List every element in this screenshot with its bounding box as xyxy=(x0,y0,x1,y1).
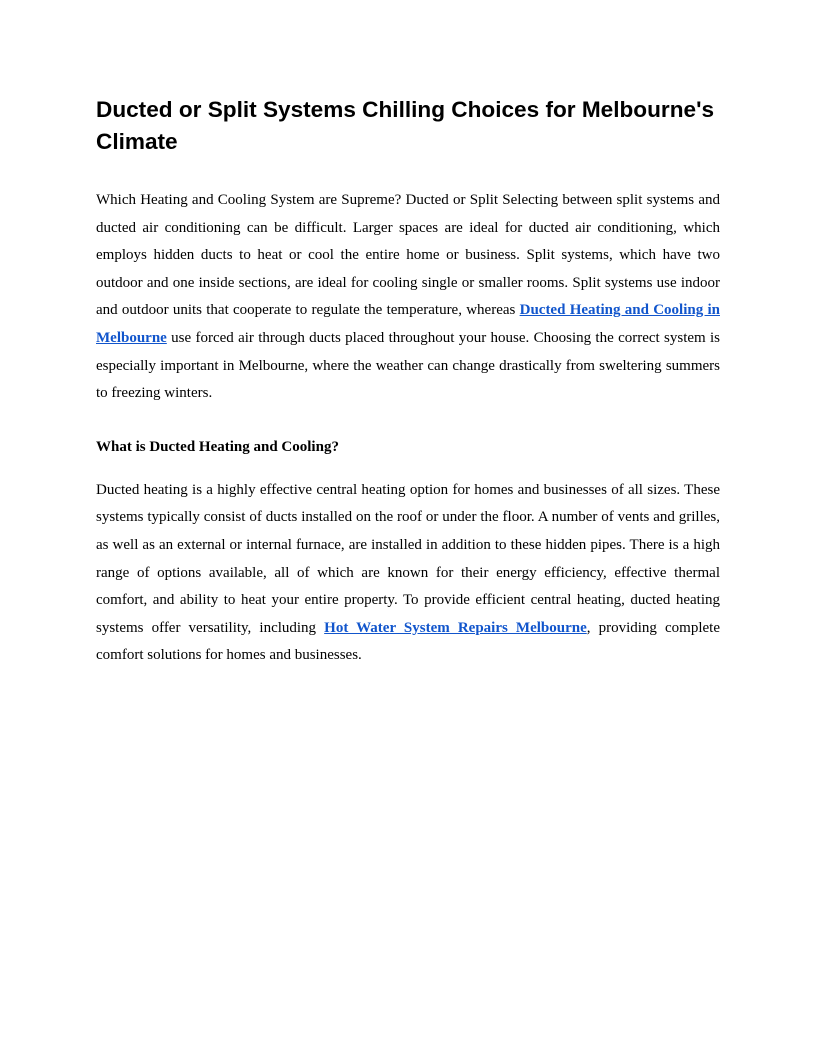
hot-water-repairs-link[interactable]: Hot Water System Repairs Melbourne xyxy=(324,619,587,636)
intro-text-start: Which Heating and Cooling System are Supreme? Ducted or Split Selecting between split systems and ducted air conditioning can be difficult. Larger spaces are ideal for ducted air conditioning, which employs hidden ducts to heat or cool the entire home or business. Split systems, which have two outdoor and one inside sections, are ideal for cooling single or smaller rooms. Split systems use indoor and outdoor units that cooperate to regulate the temperature, whereas xyxy=(96,192,720,319)
intro-paragraph xyxy=(96,187,720,408)
document-body xyxy=(96,94,720,670)
ducted-heating-cooling-link[interactable]: Ducted Heating and Cooling in Melbourne xyxy=(96,302,720,346)
section-heading: What is Ducted Heating and Cooling? xyxy=(96,438,339,455)
section-text-end: , providing complete comfort solutions for homes and businesses. xyxy=(96,619,720,664)
section-text-start: Ducted heating is a highly effective central heating option for homes and businesses of all sizes. These systems typically consist of ducts installed on the roof or under the floor. A number of vents and grilles, as well as an external or internal furnace, are installed in addition to these hidden pipes. There is a high range of options available, all of which are known for their energy efficiency, effective thermal comfort, and ability to heat your entire property. To provide efficient central heating, ducted heating systems offer versatility, including xyxy=(96,481,720,636)
intro-text-end: use forced air through ducts placed throughout your house. Choosing the correct system is especially important in Melbourne, where the weather can change drastically from sweltering summers to freezing winters. xyxy=(96,329,720,402)
document-title: Ducted or Split Systems Chilling Choices for Melbourne's Climate xyxy=(96,97,715,154)
section-paragraph xyxy=(96,477,720,670)
